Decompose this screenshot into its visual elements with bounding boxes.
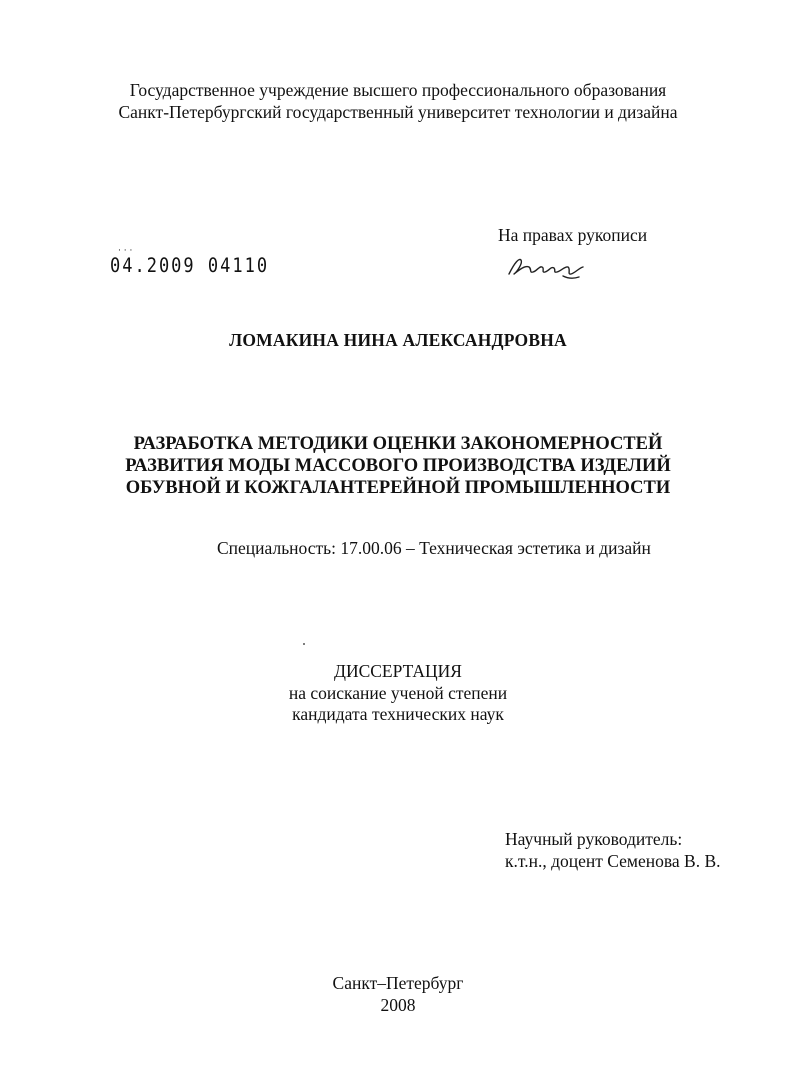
footer-year: 2008 <box>380 995 416 1015</box>
dissertation-title-line-3: ОБУВНОЙ И КОЖГАЛАНТЕРЕЙНОЙ ПРОМЫШЛЕННОСТИ <box>125 478 671 498</box>
supervisor-name: к.т.н., доцент Семенова В. В. <box>505 851 721 871</box>
manuscript-note: На правах рукописи <box>498 225 648 245</box>
specialty: Специальность: 17.00.06 – Техническая эстетика и дизайн <box>217 538 651 558</box>
registration-stamp: 04.2009 04110 <box>110 254 270 278</box>
stamp-marks: · · · <box>118 246 133 256</box>
signature-icon <box>505 252 595 282</box>
institution-line-2: Санкт-Петербургский государственный университет технологии и дизайна <box>118 102 678 122</box>
institution-line-1: Государственное учреждение высшего профессионального образования <box>129 80 667 100</box>
work-type-degree: на соискание ученой степени <box>288 683 508 703</box>
author-name: ЛОМАКИНА НИНА АЛЕКСАНДРОВНА <box>229 330 567 350</box>
dissertation-title-line-2: РАЗВИТИЯ МОДЫ МАССОВОГО ПРОИЗВОДСТВА ИЗДЕЛИЙ <box>125 456 671 476</box>
dissertation-title-line-1: РАЗРАБОТКА МЕТОДИКИ ОЦЕНКИ ЗАКОНОМЕРНОСТЕЙ <box>133 434 663 454</box>
supervisor-label: Научный руководитель: <box>505 829 683 849</box>
work-type-field: кандидата технических наук <box>292 704 504 724</box>
scan-speck <box>303 643 305 645</box>
work-type-heading: ДИССЕРТАЦИЯ <box>334 661 462 681</box>
footer-city: Санкт–Петербург <box>332 973 464 993</box>
